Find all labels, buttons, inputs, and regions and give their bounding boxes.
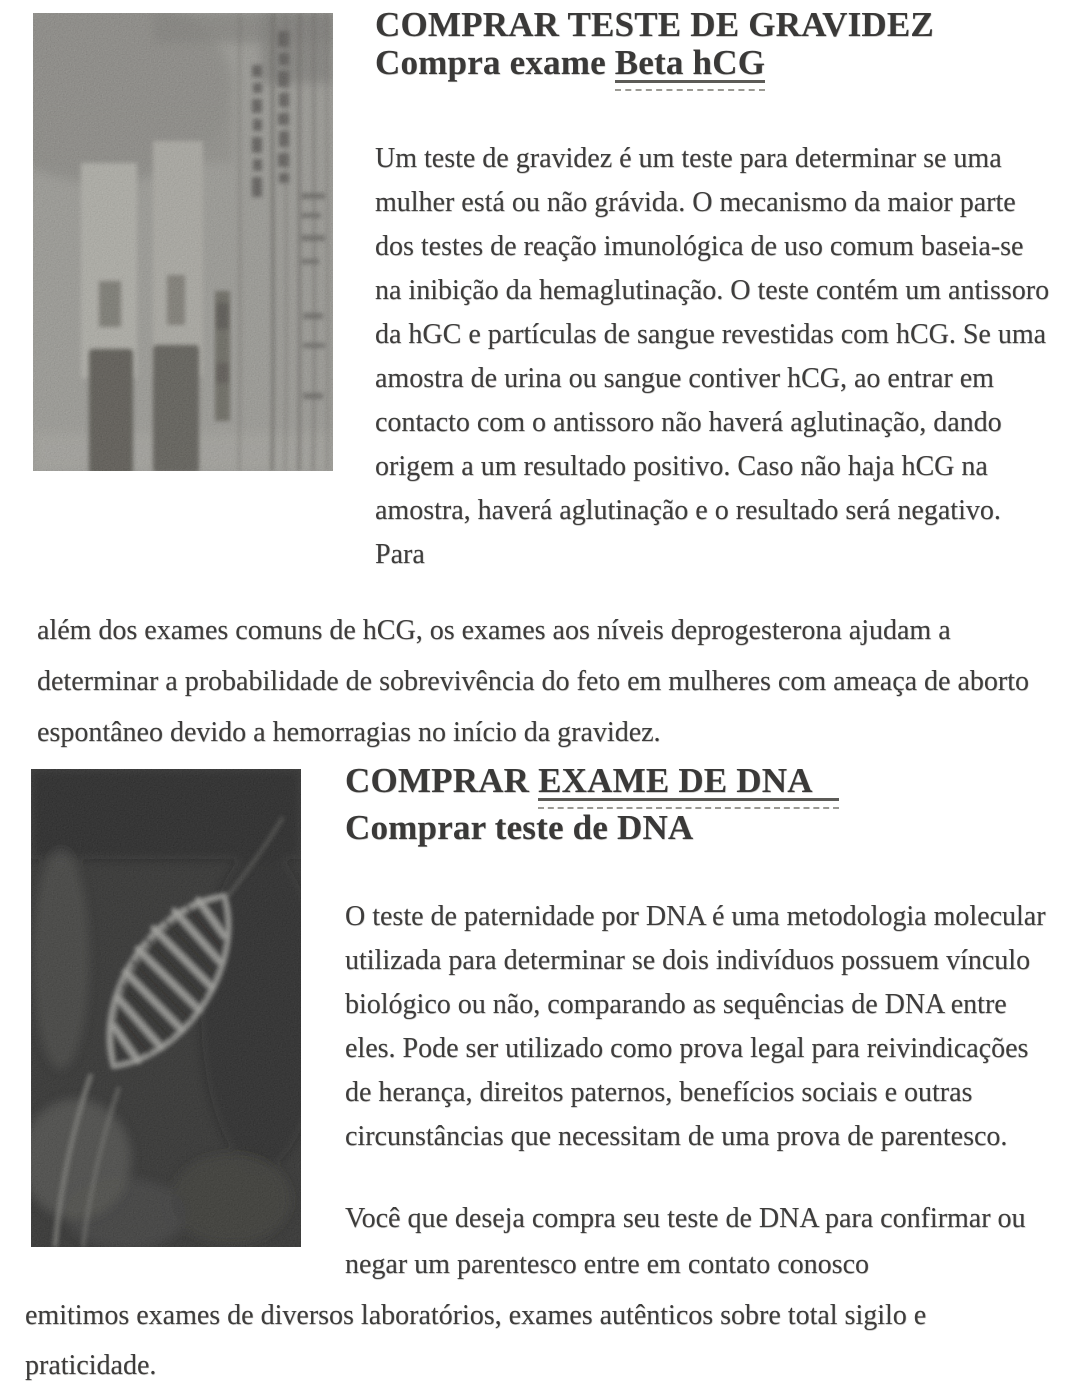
gravidez-subtitle: Compra exame Beta hCG <box>375 44 1050 91</box>
dna-helix-photo <box>31 769 301 1247</box>
dna-helix-photo-svg <box>31 769 301 1247</box>
gravidez-body-continued: além dos exames comuns de hCG, os exames aos níveis deprogesterona ajudam a determinar a probabilidade de sobrevivência do feto em mulheres com ameaça de aborto espontâneo devido a hemorragias no início da gravidez. <box>37 615 1030 748</box>
dna-text-column <box>345 762 1050 1288</box>
dna-subtitle: Comprar teste de DNA <box>345 808 694 847</box>
dna-title: COMPRAR EXAME DE DNA <box>345 762 1050 809</box>
beta-hcg-link-underline <box>614 43 766 91</box>
pregnancy-tests-photo <box>33 13 333 471</box>
beta-hcg-link[interactable]: Beta hCG <box>614 43 766 82</box>
exame-dna-link-underline <box>538 761 839 809</box>
pregnancy-tests-photo-svg <box>33 13 333 471</box>
exame-dna-link[interactable]: EXAME DE DNA <box>538 766 839 801</box>
section-exame-de-dna <box>0 761 1080 1288</box>
section-teste-de-gravidez <box>0 0 1080 577</box>
dna-cta-text: Você que deseja compra seu teste de DNA para confirmar ou negar um parentesco entre em contato conosco <box>345 1203 1026 1280</box>
gravidez-body-text: Um teste de gravidez é um teste para determinar se uma mulher está ou não grávida. O mecanismo da maior parte dos testes de reação imunológica de uso comum baseia-se na inibição da hemaglutinação. O teste contém um antissoro da hGC e partículas de sangue revestidas com hCG. Se uma amostra de urina ou sangue contiver hCG, ao entrar em contacto com o antissoro não haverá aglutinação, dando origem a um resultado positivo. Caso não haja hCG na amostra, haverá aglutinação e o resultado será negativo. Para <box>375 143 1050 570</box>
dna-body-text: O teste de paternidade por DNA é uma metodologia molecular utilizada para determinar se dois indivíduos possuem vínculo biológico ou não, comparando as sequências de DNA entre eles. Pode ser utilizado como prova legal para reivindicações de herança, direitos paternos, benefícios sociais e outras circunstâncias que necessitam de uma prova de parentesco. <box>345 901 1046 1152</box>
gravidez-heading <box>375 6 1050 91</box>
dna-cta-continued: emitimos exames de diversos laboratórios, exames autênticos sobre total sigilo e praticidade. <box>25 1300 927 1381</box>
gravidez-text-column <box>375 6 1050 577</box>
dna-heading <box>345 762 1050 847</box>
gravidez-title: COMPRAR TESTE DE GRAVIDEZ <box>375 5 934 44</box>
